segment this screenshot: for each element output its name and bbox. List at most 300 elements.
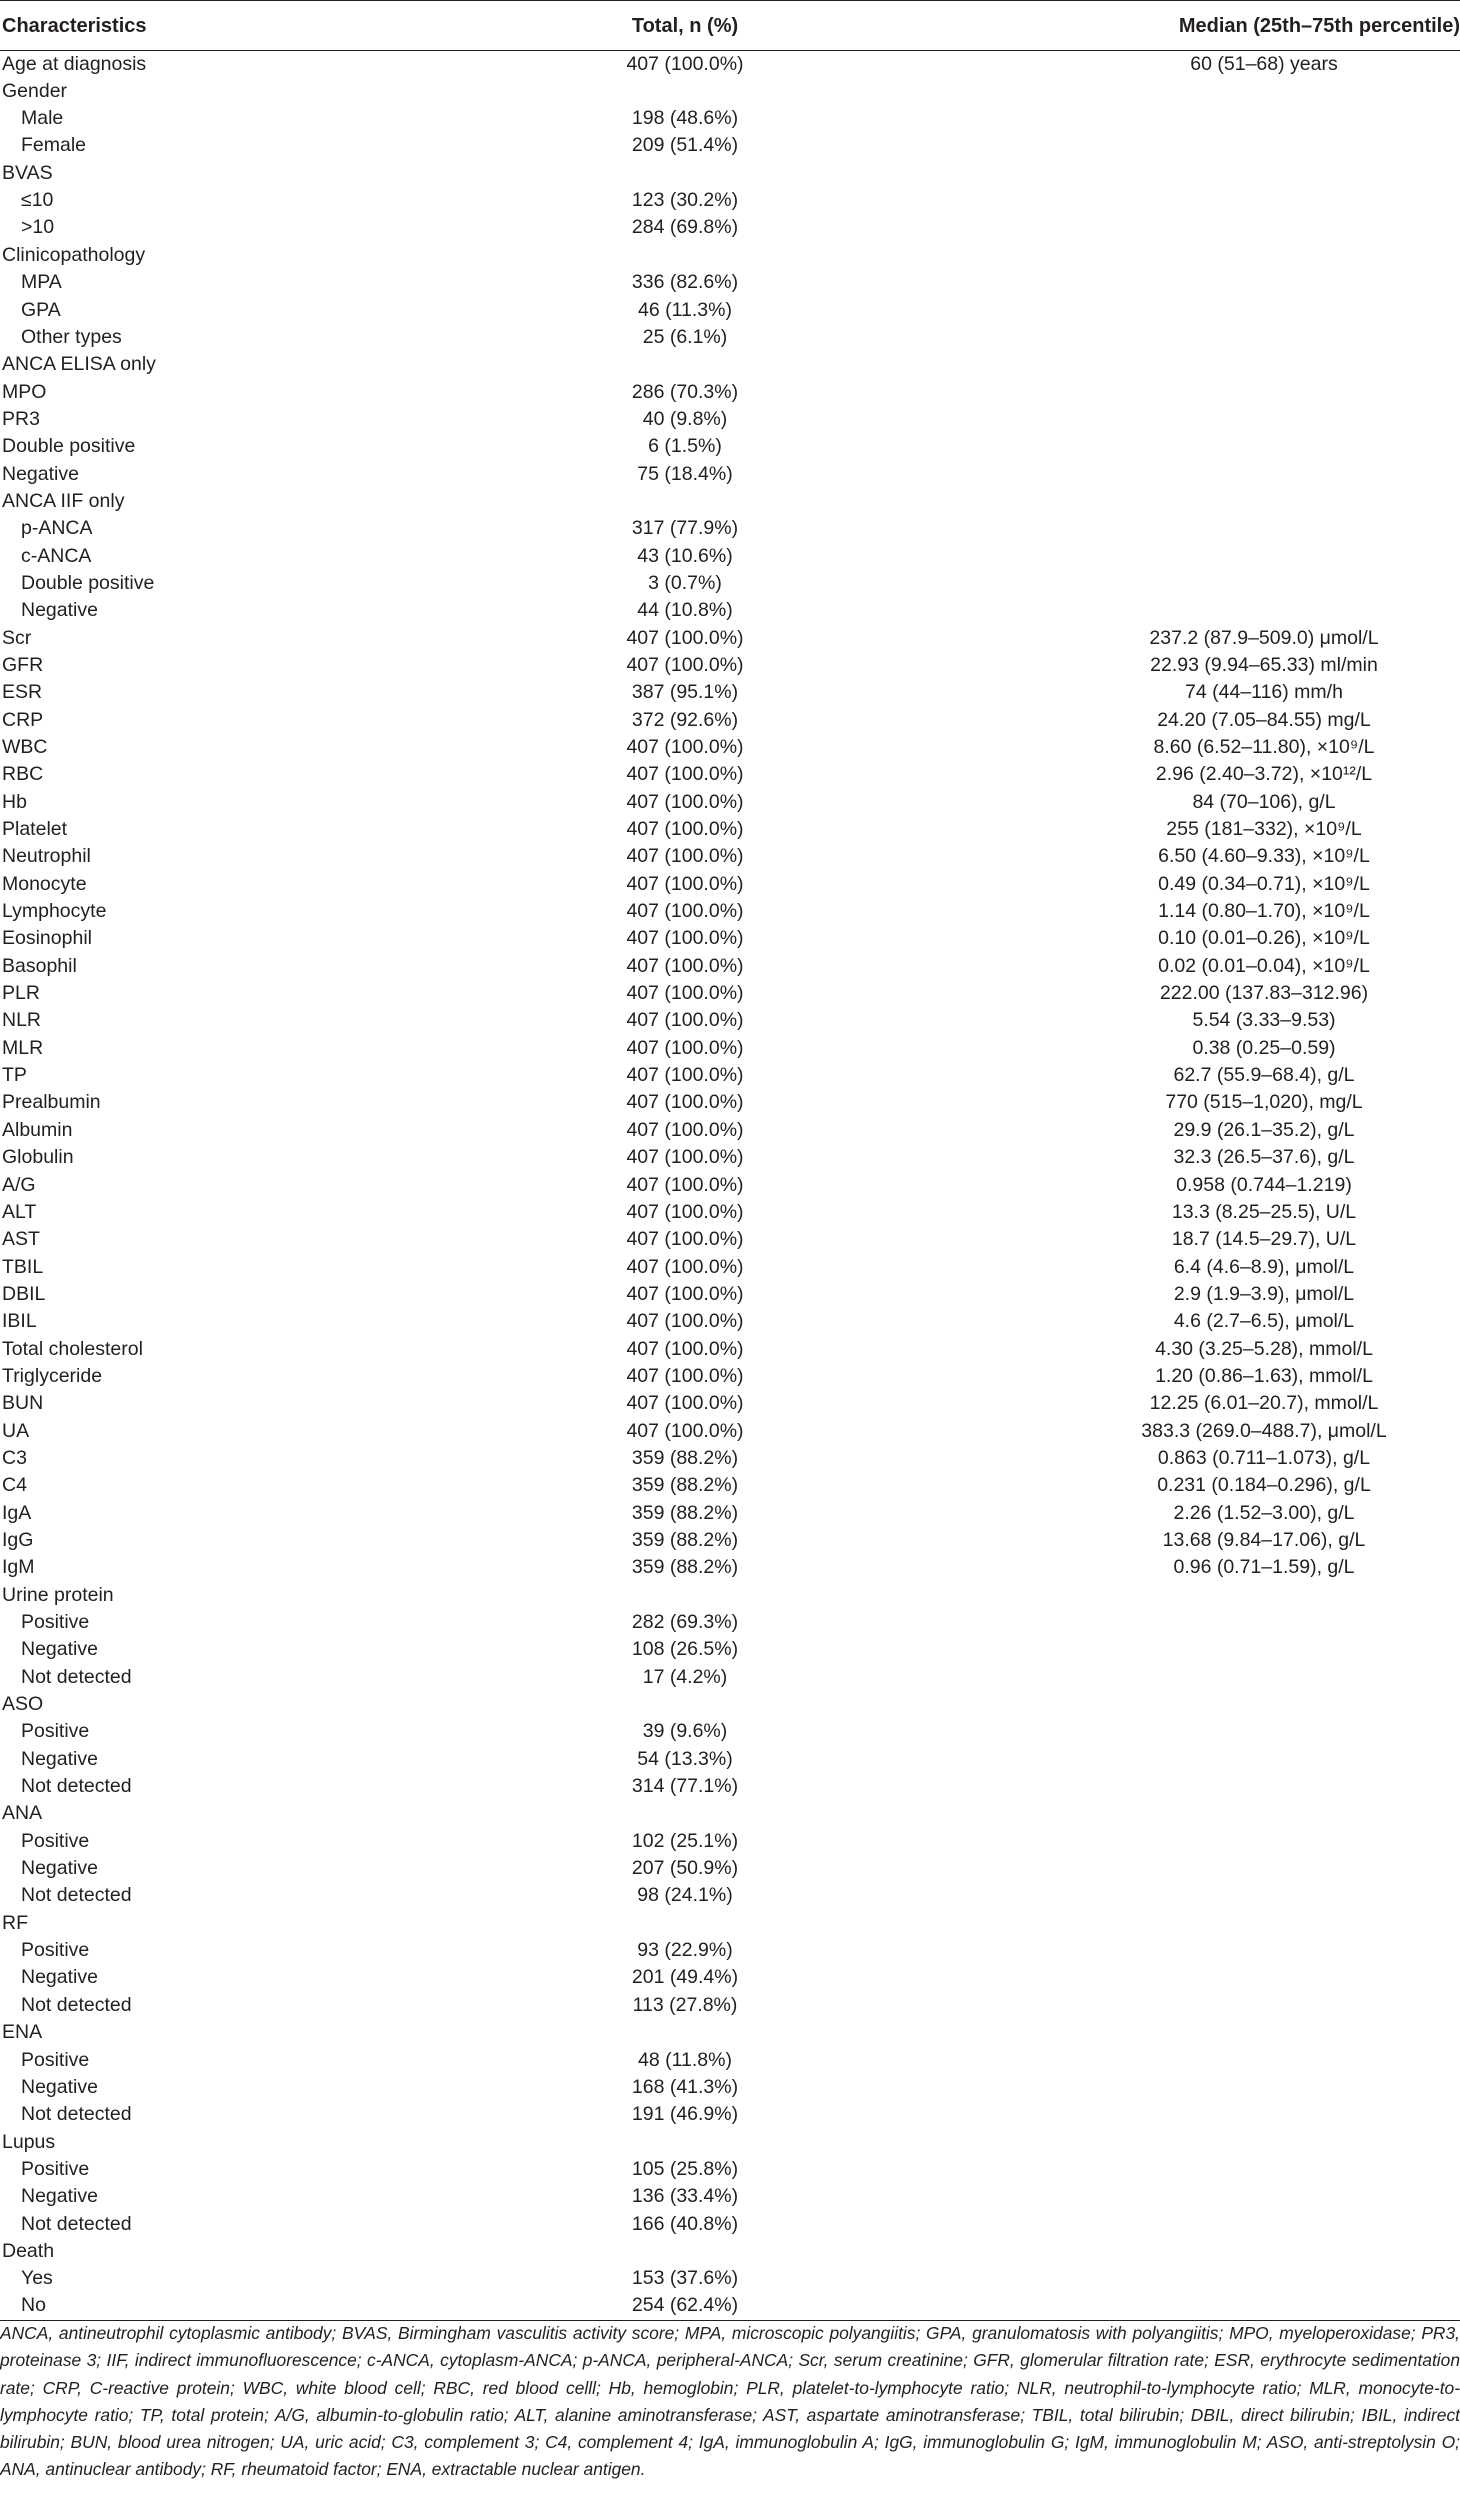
row-median: 383.3 (269.0–488.7), μmol/L (1141, 1419, 1387, 1442)
row-total: 166 (40.8%) (631, 2212, 739, 2235)
header-characteristics: Characteristics (0, 1, 540, 51)
table-row (0, 734, 1460, 761)
table-row (0, 51, 1460, 78)
row-total: 198 (48.6%) (631, 107, 739, 130)
table-row (0, 1308, 1460, 1335)
row-median (830, 269, 1460, 296)
row-label: TBIL (2, 1255, 44, 1278)
table-row (0, 1855, 1460, 1882)
row-total: 407 (100.0%) (626, 1255, 744, 1278)
row-total: 407 (100.0%) (626, 900, 744, 923)
row-total: 407 (100.0%) (626, 1118, 744, 1141)
row-total: 286 (70.3%) (631, 380, 739, 403)
row-total: 314 (77.1%) (631, 1775, 739, 1798)
row-label: PR3 (2, 407, 40, 430)
row-median (830, 597, 1460, 624)
table-header (0, 1, 1460, 51)
row-median (830, 433, 1460, 460)
row-total: 25 (6.1%) (642, 325, 728, 348)
table-row (0, 1992, 1460, 2019)
row-median: 6.4 (4.6–8.9), μmol/L (1173, 1255, 1355, 1278)
row-label: Double positive (21, 571, 155, 594)
row-total: 407 (100.0%) (626, 1173, 744, 1196)
row-label: Positive (21, 1939, 90, 1962)
row-label: Triglyceride (2, 1364, 103, 1387)
table-row (0, 1910, 1460, 1937)
row-median (830, 2047, 1460, 2074)
row-median (830, 2183, 1460, 2210)
table-row (0, 1883, 1460, 1910)
row-total: 407 (100.0%) (626, 790, 744, 813)
row-total: 407 (100.0%) (626, 1419, 744, 1442)
row-total: 44 (10.8%) (637, 599, 733, 622)
row-label: Total cholesterol (2, 1337, 143, 1360)
table-row (0, 1472, 1460, 1499)
row-total: 254 (62.4%) (540, 2293, 830, 2320)
table-row (0, 1636, 1460, 1663)
row-label: MPO (2, 380, 47, 403)
row-median (830, 2265, 1460, 2292)
row-median (830, 1664, 1460, 1691)
table-row (0, 625, 1460, 652)
table-row (0, 351, 1460, 378)
row-total: 108 (26.5%) (631, 1638, 739, 1661)
table-row (0, 1117, 1460, 1144)
row-median: 74 (44–116) mm/h (1185, 681, 1343, 704)
row-label: ASO (2, 1693, 44, 1716)
row-median: 4.6 (2.7–6.5), μmol/L (1173, 1310, 1355, 1333)
table-row (0, 2047, 1460, 2074)
row-median (830, 1718, 1460, 1745)
row-median: 4.30 (3.25–5.28), mmol/L (1155, 1337, 1373, 1360)
row-median: 0.231 (0.184–0.296), g/L (1157, 1474, 1371, 1497)
row-label: Eosinophil (2, 927, 92, 950)
row-median: 2.26 (1.52–3.00), g/L (1173, 1501, 1355, 1524)
row-label: CRP (2, 708, 44, 731)
row-median (830, 1801, 1460, 1828)
row-label: Not detected (21, 1665, 132, 1688)
row-median: 62.7 (55.9–68.4), g/L (1173, 1064, 1355, 1087)
row-total: 46 (11.3%) (638, 298, 732, 321)
row-median (830, 1992, 1460, 2019)
row-label: RF (2, 1911, 28, 1934)
table-row (0, 2156, 1460, 2183)
row-total: 209 (51.4%) (631, 134, 739, 157)
table-row (0, 1746, 1460, 1773)
row-total: 407 (100.0%) (626, 845, 744, 868)
table-row (0, 215, 1460, 242)
row-total: 407 (100.0%) (626, 1392, 744, 1415)
row-total (540, 351, 830, 378)
row-label: DBIL (2, 1282, 46, 1305)
row-label: Negative (21, 599, 98, 622)
row-total: 113 (27.8%) (632, 1993, 738, 2016)
table-row (0, 187, 1460, 214)
row-total: 407 (100.0%) (626, 52, 744, 75)
row-total (540, 1582, 830, 1609)
table-row (0, 2265, 1460, 2292)
row-total: 407 (100.0%) (626, 1364, 744, 1387)
row-label: MLR (2, 1036, 44, 1059)
row-total: 407 (100.0%) (626, 872, 744, 895)
row-label: Female (21, 134, 87, 157)
row-total: 168 (41.3%) (631, 2075, 739, 2098)
row-median: 255 (181–332), ×10⁹/L (1166, 818, 1362, 841)
row-total: 407 (100.0%) (626, 927, 744, 950)
row-median: 0.38 (0.25–0.59) (1192, 1036, 1336, 1059)
row-label: Neutrophil (2, 845, 91, 868)
row-label: Lupus (2, 2130, 56, 2153)
row-label: Other types (21, 325, 122, 348)
row-label: Negative (2, 462, 79, 485)
row-median (830, 2129, 1460, 2156)
row-label: ANCA IIF only (2, 489, 125, 512)
row-label: ANA (2, 1802, 43, 1825)
row-label: Negative (21, 1747, 98, 1770)
table-row (0, 1254, 1460, 1281)
table-row (0, 1527, 1460, 1554)
row-total: 407 (100.0%) (626, 1146, 744, 1169)
row-label: AST (2, 1228, 40, 1251)
row-median (830, 1609, 1460, 1636)
row-total: 317 (77.9%) (631, 517, 739, 540)
row-label: Not detected (21, 1884, 132, 1907)
row-median (830, 1937, 1460, 1964)
row-median (830, 133, 1460, 160)
row-label: Clinicopathology (2, 243, 146, 266)
table-row (0, 1500, 1460, 1527)
row-label: Positive (21, 2048, 90, 2071)
table-row (0, 1336, 1460, 1363)
row-total: 407 (100.0%) (626, 1282, 744, 1305)
row-median (830, 2074, 1460, 2101)
row-label: IgM (2, 1556, 35, 1579)
table-row (0, 1937, 1460, 1964)
table-row (0, 1144, 1460, 1171)
table-row (0, 2211, 1460, 2238)
row-label: ≤10 (21, 189, 54, 212)
row-total: 407 (100.0%) (626, 626, 744, 649)
row-total: 359 (88.2%) (631, 1528, 739, 1551)
row-median (830, 1773, 1460, 1800)
table-row (0, 1445, 1460, 1472)
row-label: C3 (2, 1446, 27, 1469)
row-median: 32.3 (26.5–37.6), g/L (1173, 1146, 1355, 1169)
row-total (540, 1910, 830, 1937)
table-row (0, 707, 1460, 734)
row-label: UA (2, 1419, 30, 1442)
row-total: 54 (13.3%) (637, 1747, 733, 1770)
row-total: 407 (100.0%) (626, 818, 744, 841)
table-row (0, 1062, 1460, 1089)
row-total: 207 (50.9%) (631, 1857, 739, 1880)
row-total (540, 78, 830, 105)
row-median: 0.10 (0.01–0.26), ×10⁹/L (1158, 927, 1370, 950)
table-row (0, 1965, 1460, 1992)
row-median (830, 461, 1460, 488)
row-label: Not detected (21, 2103, 132, 2126)
row-median (830, 2101, 1460, 2128)
table-row (0, 926, 1460, 953)
header-row (0, 1, 1460, 51)
row-median (830, 2238, 1460, 2265)
row-median (830, 297, 1460, 324)
row-total: 40 (9.8%) (642, 407, 728, 430)
row-label: GPA (21, 298, 61, 321)
row-label: BVAS (2, 161, 53, 184)
table-row (0, 570, 1460, 597)
row-median (830, 351, 1460, 378)
row-label: Age at diagnosis (2, 52, 147, 75)
row-total: 201 (49.4%) (631, 1966, 739, 1989)
row-median: 84 (70–106), g/L (1192, 790, 1336, 813)
table-row (0, 379, 1460, 406)
row-total: 6 (1.5%) (648, 435, 722, 458)
table-row (0, 2238, 1460, 2265)
row-label: ESR (2, 681, 43, 704)
row-total: 3 (0.7%) (648, 571, 722, 594)
row-label: Negative (21, 1966, 98, 1989)
table-row (0, 2101, 1460, 2128)
row-total: 359 (88.2%) (631, 1446, 739, 1469)
row-median: 237.2 (87.9–509.0) μmol/L (1149, 626, 1379, 649)
row-median (830, 406, 1460, 433)
row-total (540, 1691, 830, 1718)
row-median: 12.25 (6.01–20.7), mmol/L (1149, 1392, 1379, 1415)
row-total: 123 (30.2%) (631, 189, 739, 212)
row-median: 13.3 (8.25–25.5), U/L (1171, 1200, 1357, 1223)
row-label: ALT (2, 1200, 37, 1223)
row-total: 48 (11.8%) (638, 2048, 732, 2071)
row-median (830, 2211, 1460, 2238)
row-total: 407 (100.0%) (626, 653, 744, 676)
table-row (0, 1718, 1460, 1745)
row-median (830, 570, 1460, 597)
row-median: 2.96 (2.40–3.72), ×10¹²/L (1155, 763, 1373, 786)
row-median: 1.14 (0.80–1.70), ×10⁹/L (1158, 900, 1370, 923)
row-total: 136 (33.4%) (631, 2185, 739, 2208)
row-label: TP (2, 1064, 27, 1087)
row-label: Prealbumin (2, 1091, 101, 1114)
table-row (0, 160, 1460, 187)
table-row (0, 1199, 1460, 1226)
row-label: Positive (21, 1611, 90, 1634)
table-row (0, 980, 1460, 1007)
table-row (0, 297, 1460, 324)
row-total: 93 (22.9%) (637, 1939, 733, 1962)
row-label: No (0, 2293, 540, 2320)
header-median: Median (25th–75th percentile) (830, 1, 1460, 51)
row-label: Negative (21, 2075, 98, 2098)
row-label: GFR (2, 653, 44, 676)
row-median (830, 1582, 1460, 1609)
table-row (0, 488, 1460, 515)
row-label: p-ANCA (21, 517, 93, 540)
row-median (830, 324, 1460, 351)
row-median (830, 515, 1460, 542)
row-label: ENA (2, 2021, 43, 2044)
row-label: RBC (2, 763, 44, 786)
table-row (0, 761, 1460, 788)
row-median: 0.49 (0.34–0.71), ×10⁹/L (1158, 872, 1370, 895)
row-median: 6.50 (4.60–9.33), ×10⁹/L (1158, 845, 1370, 868)
row-label: Gender (2, 79, 68, 102)
table-row (0, 1664, 1460, 1691)
table-row (0, 1691, 1460, 1718)
row-median: 5.54 (3.33–9.53) (1192, 1009, 1336, 1032)
table-row (0, 1226, 1460, 1253)
row-label: c-ANCA (21, 544, 92, 567)
table-row (0, 1773, 1460, 1800)
row-label: NLR (2, 1009, 42, 1032)
row-label: Positive (21, 2157, 90, 2180)
row-median (830, 215, 1460, 242)
table-row (0, 871, 1460, 898)
row-total: 336 (82.6%) (631, 271, 739, 294)
table-row (0, 433, 1460, 460)
table-row (0, 543, 1460, 570)
table-row (0, 679, 1460, 706)
row-total: 407 (100.0%) (626, 736, 744, 759)
row-total: 407 (100.0%) (626, 1036, 744, 1059)
row-label: Not detected (21, 1775, 132, 1798)
table-row (0, 2129, 1460, 2156)
table-row (0, 843, 1460, 870)
row-median (830, 2156, 1460, 2183)
row-label: IgA (2, 1501, 32, 1524)
row-median: 1.20 (0.86–1.63), mmol/L (1155, 1364, 1373, 1387)
row-label: Urine protein (2, 1583, 114, 1606)
row-label: A/G (2, 1173, 36, 1196)
row-total (540, 2238, 830, 2265)
row-median: 18.7 (14.5–29.7), U/L (1171, 1228, 1357, 1251)
row-total: 407 (100.0%) (626, 763, 744, 786)
row-total (540, 1801, 830, 1828)
row-label: Scr (2, 626, 32, 649)
table-row (0, 133, 1460, 160)
row-median: 0.02 (0.01–0.04), ×10⁹/L (1158, 954, 1370, 977)
table-row (0, 2183, 1460, 2210)
row-total: 372 (92.6%) (631, 708, 739, 731)
row-median: 13.68 (9.84–17.06), g/L (1162, 1528, 1366, 1551)
table-row (0, 652, 1460, 679)
row-median (830, 1883, 1460, 1910)
row-total: 407 (100.0%) (626, 1228, 744, 1251)
table-row (0, 461, 1460, 488)
row-total: 407 (100.0%) (626, 1064, 744, 1087)
table-row (0, 597, 1460, 624)
row-total: 98 (24.1%) (637, 1884, 733, 1907)
table-row (0, 1582, 1460, 1609)
row-median (830, 488, 1460, 515)
table-row (0, 816, 1460, 843)
table-row (0, 78, 1460, 105)
row-total: 407 (100.0%) (626, 1310, 744, 1333)
row-total: 75 (18.4%) (637, 462, 733, 485)
table-row (0, 1363, 1460, 1390)
row-median: 24.20 (7.05–84.55) mg/L (1157, 708, 1371, 731)
row-median (830, 78, 1460, 105)
row-median (830, 1691, 1460, 1718)
row-label: Male (21, 107, 64, 130)
table-row (0, 269, 1460, 296)
table-row (0, 324, 1460, 351)
row-label: Double positive (2, 435, 136, 458)
row-median (830, 1746, 1460, 1773)
row-median (830, 160, 1460, 187)
row-label: Not detected (21, 2212, 132, 2235)
row-label: Lymphocyte (2, 900, 107, 923)
table-row (0, 1609, 1460, 1636)
row-median (830, 242, 1460, 269)
row-total: 359 (88.2%) (631, 1474, 739, 1497)
row-label: Positive (21, 1720, 90, 1743)
row-median: 8.60 (6.52–11.80), ×10⁹/L (1153, 736, 1375, 759)
row-median (830, 543, 1460, 570)
row-median (830, 1910, 1460, 1937)
row-label: Platelet (2, 818, 68, 841)
table-row (0, 898, 1460, 925)
table-row (0, 242, 1460, 269)
table-row (0, 1801, 1460, 1828)
row-total: 43 (10.6%) (637, 544, 733, 567)
table-row (0, 1554, 1460, 1581)
row-median: 22.93 (9.94–65.33) ml/min (1150, 653, 1378, 676)
row-median (830, 2293, 1460, 2320)
row-label: Albumin (2, 1118, 73, 1141)
table-row (0, 789, 1460, 816)
table-row (0, 1418, 1460, 1445)
row-median: 222.00 (137.83–312.96) (1159, 982, 1369, 1005)
row-total: 284 (69.8%) (631, 216, 739, 239)
row-label: ANCA ELISA only (2, 353, 156, 376)
row-total: 407 (100.0%) (626, 982, 744, 1005)
row-median: 60 (51–68) years (1190, 52, 1338, 75)
row-total (540, 2019, 830, 2046)
table-row (0, 105, 1460, 132)
row-median: 0.958 (0.744–1.219) (1176, 1173, 1352, 1196)
table-row (0, 1828, 1460, 1855)
table-row (0, 953, 1460, 980)
row-median (830, 1636, 1460, 1663)
row-label: Positive (21, 1829, 90, 1852)
row-label: PLR (2, 982, 40, 1005)
row-total: 282 (69.3%) (631, 1611, 739, 1634)
row-label: MPA (21, 271, 62, 294)
table-row (0, 515, 1460, 542)
table-row (0, 1172, 1460, 1199)
table-row (0, 2019, 1460, 2046)
row-label: BUN (2, 1392, 44, 1415)
row-total: 407 (100.0%) (626, 1337, 744, 1360)
table-row (0, 1281, 1460, 1308)
row-label: Negative (21, 2185, 98, 2208)
table-row (0, 1008, 1460, 1035)
row-label: Negative (21, 1857, 98, 1880)
table-row (0, 1035, 1460, 1062)
table-row (0, 406, 1460, 433)
row-median: 29.9 (26.1–35.2), g/L (1173, 1118, 1355, 1141)
row-median (830, 1828, 1460, 1855)
row-median (830, 1965, 1460, 1992)
row-total: 17 (4.2%) (642, 1665, 728, 1688)
row-total: 407 (100.0%) (626, 1200, 744, 1223)
table-body (0, 51, 1460, 2321)
row-total: 387 (95.1%) (631, 681, 739, 704)
row-label: Globulin (2, 1146, 74, 1169)
row-median (830, 105, 1460, 132)
row-total: 102 (25.1%) (631, 1829, 739, 1852)
